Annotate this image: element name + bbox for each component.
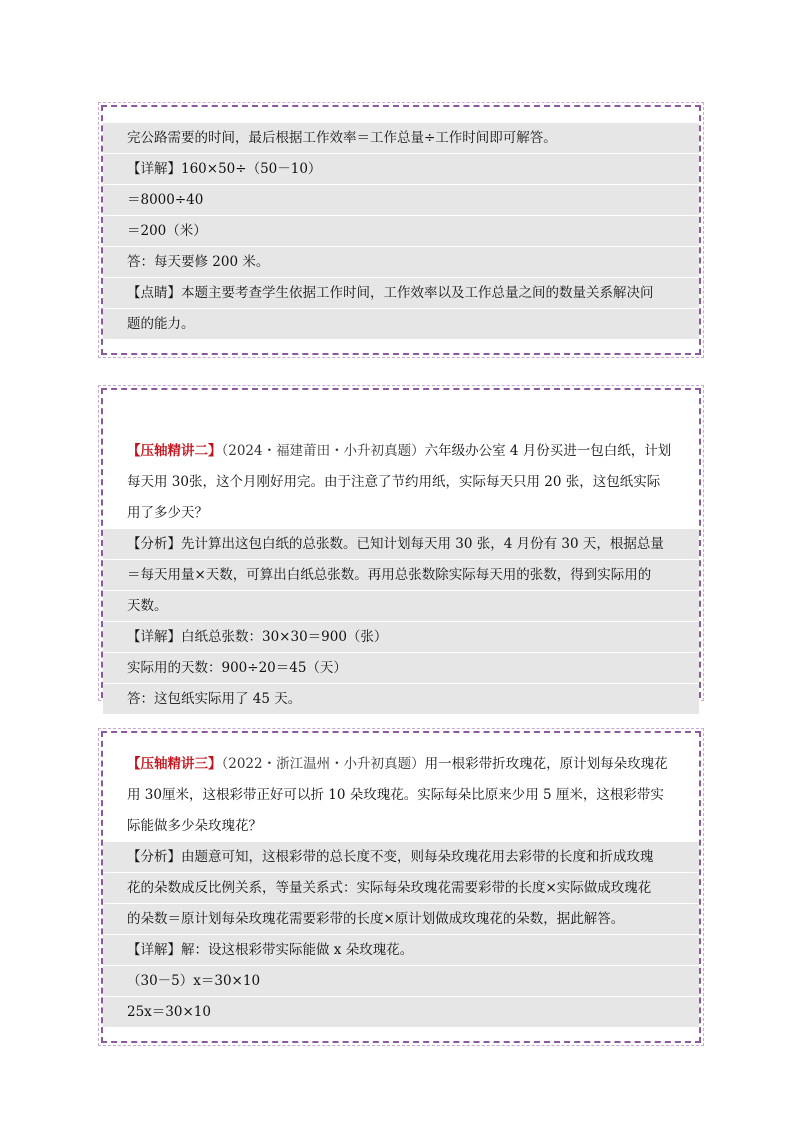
question-line: 用 30厘米，这根彩带正好可以折 10 朵玫瑰花。实际每朵比原来少用 5 厘米，这根彩带实 — [127, 787, 664, 803]
problem-box-2 — [101, 388, 701, 707]
question-line: 际能做多少朵玫瑰花？ — [127, 818, 262, 834]
question-line — [103, 749, 699, 780]
equation-line: （30－5）x＝30×10 — [103, 966, 699, 997]
text-line: ＝200（米） — [103, 216, 699, 247]
question-line: 每天用 30张，这个月刚好用完。由于注意了节约用纸，实际每天只用 20 张，这包纸实际 — [127, 474, 661, 490]
text-line: 答：每天要修 200 米。 — [103, 247, 699, 278]
question-text: 用一根彩带折玫瑰花，原计划每朵玫瑰花 — [424, 756, 668, 772]
solution-box-1 — [101, 105, 701, 355]
text-line: 【点睛】本题主要考查学生依据工作时间，工作效率以及工作总量之间的数量关系解决问 — [103, 278, 699, 309]
analysis-line: 天数。 — [103, 591, 699, 622]
section-tag: 【压轴精讲三】 — [127, 756, 222, 772]
analysis-line: 的朵数＝原计划每朵玫瑰花需要彩带的长度×原计划做成玫瑰花的朵数，据此解答。 — [103, 904, 699, 935]
question-text: 六年级办公室 4 月份买进一包白纸，计划 — [424, 443, 672, 459]
analysis-line: 【分析】由题意可知，这根彩带的总长度不变，则每朵玫瑰花用去彩带的长度和折成玫瑰 — [103, 842, 699, 873]
equation-line: 25x＝30×10 — [103, 997, 699, 1028]
question-line — [103, 436, 699, 467]
problem-box-3 — [101, 731, 701, 1043]
source-note: （2022・浙江温州・小升初真题） — [221, 756, 425, 772]
text-line: 题的能力。 — [103, 309, 699, 340]
section-tag: 【压轴精讲二】 — [127, 443, 222, 459]
analysis-line: 【分析】先计算出这包白纸的总张数。已知计划每天用 30 张，4 月份有 30 天，根据总量 — [103, 529, 699, 560]
analysis-line: 花的朵数成反比例关系，等量关系式：实际每朵玫瑰花需要彩带的长度×实际做成玫瑰花 — [103, 873, 699, 904]
text-line: 【详解】160×50÷（50－10） — [103, 154, 699, 185]
detail-line: 实际用的天数：900÷20＝45（天） — [103, 653, 699, 684]
text-line: 完公路需要的时间，最后根据工作效率＝工作总量÷工作时间即可解答。 — [103, 123, 699, 154]
analysis-line: ＝每天用量×天数，可算出白纸总张数。再用总张数除实际每天用的张数，得到实际用的 — [103, 560, 699, 591]
text-line: ＝8000÷40 — [103, 185, 699, 216]
source-note: （2024・福建莆田・小升初真题） — [221, 443, 425, 459]
detail-line: 【详解】白纸总张数：30×30＝900（张） — [103, 622, 699, 653]
question-line: 用了多少天？ — [127, 505, 208, 521]
detail-line: 【详解】解：设这根彩带实际能做 x 朵玫瑰花。 — [103, 935, 699, 966]
answer-line: 答：这包纸实际用了 45 天。 — [103, 684, 699, 715]
